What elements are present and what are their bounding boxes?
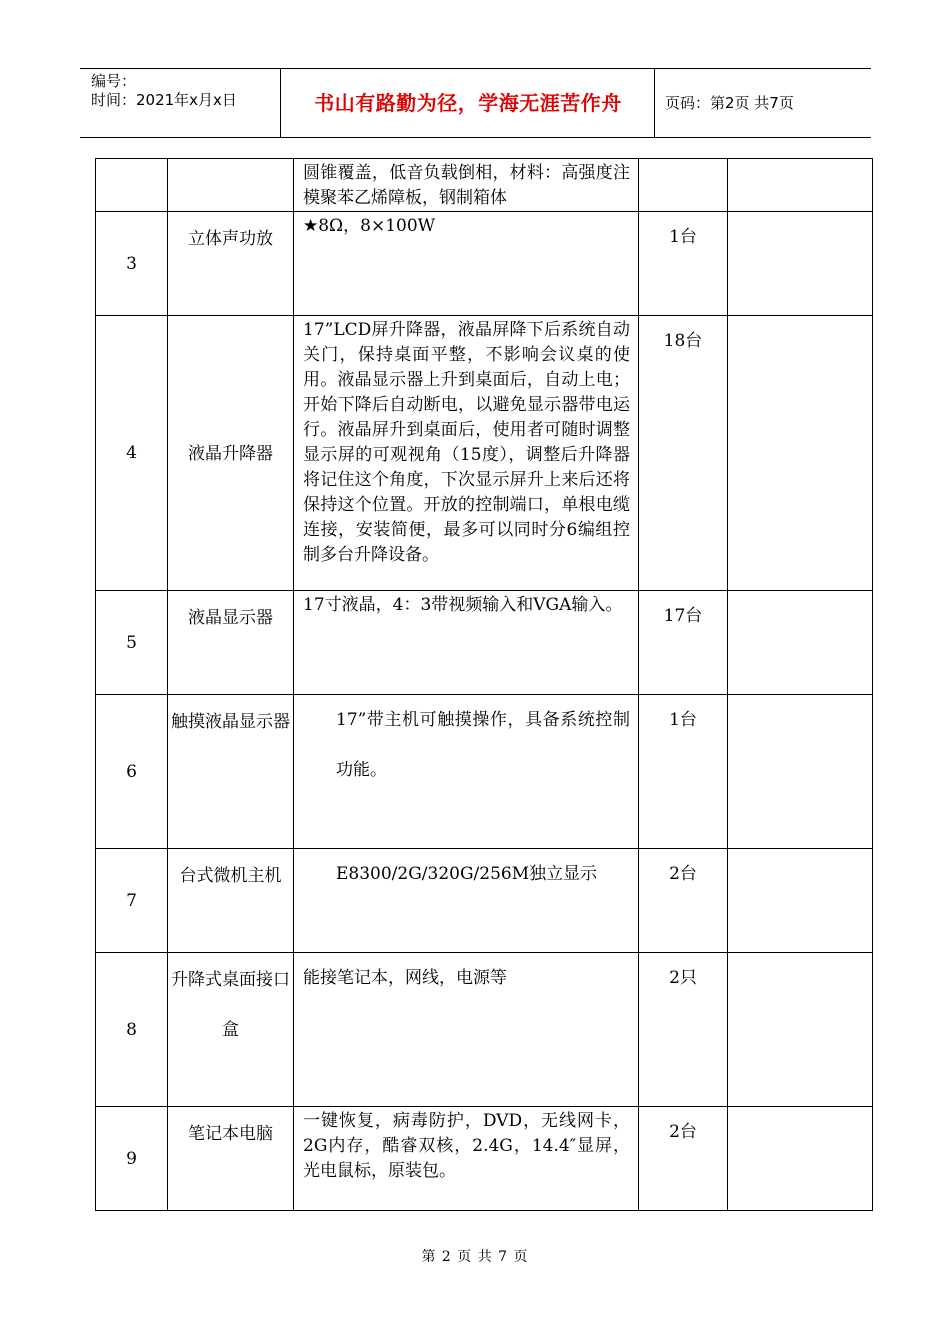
- item-name: 触摸液晶显示器: [168, 695, 294, 849]
- item-description: 17”LCD屏升降器，液晶屏降下后系统自动关门，保持桌面平整，不影响会议桌的使用。液晶显示器上升到桌面后，自动上电；开始下降后自动断电，以避免显示器带电运行。液晶屏升到桌面后，使用者可随时调整显示屏的可观视角（15度），调整后升降器将记住这个角度，下次显示屏升上来后还将保持这个位置。开放的控制端口，单根电缆连接，安装简便，最多可以同时分6编组控制多台升降设备。: [294, 316, 639, 591]
- item-remark: [728, 849, 873, 953]
- item-description: 能接笔记本，网线，电源等: [294, 953, 639, 1107]
- header-page-number: 页码：第2页 共7页: [665, 94, 794, 112]
- item-remark: [728, 591, 873, 695]
- header-motto: 书山有路勤为径，学海无涯苦作舟: [282, 69, 655, 137]
- row-number: 6: [96, 695, 168, 849]
- code-label: 编号：: [91, 72, 137, 90]
- header-meta: [80, 69, 281, 137]
- row-number: 5: [96, 591, 168, 695]
- item-description: 17”带主机可触摸操作，具备系统控制功能。: [294, 695, 639, 849]
- item-description: 17寸液晶，4：3带视频输入和VGA输入。: [294, 591, 639, 695]
- row-number: 8: [96, 953, 168, 1107]
- item-name: 液晶显示器: [168, 591, 294, 695]
- item-quantity: 18台: [639, 316, 728, 591]
- item-description: 一键恢复，病毒防护，DVD，无线网卡，2G内存，酷睿双核，2.4G，14.4″显屏，光电鼠标，原装包。: [294, 1107, 639, 1211]
- item-description: ★8Ω，8×100W: [294, 212, 639, 316]
- row-number: 7: [96, 849, 168, 953]
- item-remark: [728, 695, 873, 849]
- item-remark: [728, 159, 873, 212]
- page-header: [80, 68, 871, 138]
- row-number: 9: [96, 1107, 168, 1211]
- equipment-table: [95, 158, 873, 1211]
- item-quantity: [639, 159, 728, 212]
- table-row: [96, 849, 873, 953]
- item-quantity: 2台: [639, 1107, 728, 1211]
- item-name: 台式微机主机: [168, 849, 294, 953]
- table-row: [96, 1107, 873, 1211]
- table-row: [96, 953, 873, 1107]
- row-number: 4: [96, 316, 168, 591]
- item-remark: [728, 316, 873, 591]
- item-quantity: 1台: [639, 212, 728, 316]
- item-quantity: 2只: [639, 953, 728, 1107]
- table-row: [96, 159, 873, 212]
- item-description: E8300/2G/320G/256M独立显示: [294, 849, 639, 953]
- time-label: 时间：2021年x月x日: [91, 91, 237, 109]
- item-remark: [728, 1107, 873, 1211]
- row-number: [96, 159, 168, 212]
- row-number: 3: [96, 212, 168, 316]
- item-remark: [728, 953, 873, 1107]
- item-name: [168, 159, 294, 212]
- table-row: [96, 591, 873, 695]
- item-name: 笔记本电脑: [168, 1107, 294, 1211]
- table-row: [96, 316, 873, 591]
- table-row: [96, 695, 873, 849]
- item-name: 升降式桌面接口盒: [168, 953, 294, 1107]
- item-quantity: 1台: [639, 695, 728, 849]
- item-description: 圆锥覆盖，低音负载倒相，材料：高强度注模聚苯乙烯障板，钢制箱体: [294, 159, 639, 212]
- table-row: [96, 212, 873, 316]
- item-name: 立体声功放: [168, 212, 294, 316]
- item-remark: [728, 212, 873, 316]
- item-quantity: 2台: [639, 849, 728, 953]
- item-quantity: 17台: [639, 591, 728, 695]
- page-footer: 第 2 页 共 7 页: [421, 1249, 529, 1265]
- item-name: 液晶升降器: [168, 316, 294, 591]
